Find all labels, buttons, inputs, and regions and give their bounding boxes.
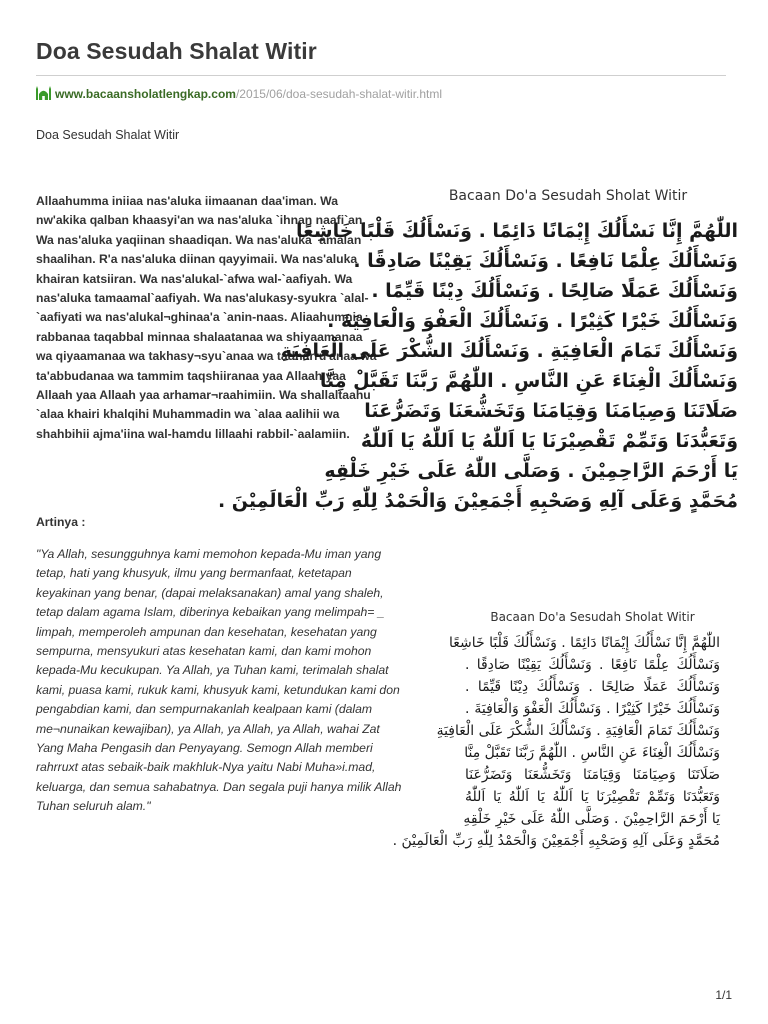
arabic-line: وَنَسْأَلُكَ الْغِنَاءَ عَنِ النَّاسِ . اللّٰهُمَّ رَبَّنَا تَقَبَّلْ مِنَّا [464,745,720,761]
arabic-line: صَلَاتَنَا وَصِيَامَنَا وَقِيَامَنَا وَتَخَشُّعَنَا وَتَضَرُّعَنَا [364,400,738,422]
arabic-line: وَنَسْأَلُكَ الْغِنَاءَ عَنِ النَّاسِ . اللّٰهُمَّ رَبَّنَا تَقَبَّلْ مِنَّا [319,370,738,392]
page-number: 1/1 [715,988,732,1002]
arabic-line: يَا أَرْحَمَ الرَّاحِمِيْنَ . وَصَلَّى اللّٰهُ عَلَى خَيْرِ خَلْقِهِ [463,811,720,827]
arabic-line: يَا أَرْحَمَ الرَّاحِمِيْنَ . وَصَلَّى اللّٰهُ عَلَى خَيْرِ خَلْقِهِ [324,460,738,482]
source-domain[interactable]: www.bacaansholatlengkap.com [55,87,236,101]
source-link[interactable] [36,86,442,101]
title-divider [36,75,726,76]
arabic-line: اللّٰهُمَّ إِنَّا نَسْأَلُكَ إِيْمَانًا دَائِمًا . وَنَسْأَلُكَ قَلْبًا خَاشِعًا [448,635,720,651]
mosque-icon [36,86,51,100]
figure-caption: Bacaan Do'a Sesudah Sholat Witir [490,610,695,624]
arabic-line: وَنَسْأَلُكَ خَيْرًا كَثِيْرًا . وَنَسْأَلُكَ الْعَفْوَ وَالْعَافِيَةَ . [465,701,720,717]
arabic-line: وَنَسْأَلُكَ تَمَامَ الْعَافِيَةِ . وَنَسْأَلُكَ الشُّكْرَ عَلَى الْعَافِيَةِ [436,723,720,739]
arabic-line: صَلَاتَنَا وَصِيَامَنَا وَقِيَامَنَا وَتَخَشُّعَنَا وَتَضَرُّعَنَا [465,767,720,783]
prayer-image-small [392,610,720,852]
arabic-line: مُحَمَّدٍ وَعَلَى آلِهِ وَصَحْبِهِ أَجْمَعِيْنَ وَالْحَمْدُ لِلّٰهِ رَبِّ الْعَالَمِيْنَ . [392,833,720,849]
arabic-line: وَتَعَبُّدَنَا وَتَمِّمْ تَقْصِيْرَنَا يَا اَللّٰهُ يَا اَللّٰهُ يَا اَللّٰهُ [465,789,720,805]
figure-caption: Bacaan Do'a Sesudah Sholat Witir [448,188,688,204]
arabic-line: وَنَسْأَلُكَ عِلْمًا نَافِعًا . وَنَسْأَلُكَ يَقِيْنًا صَادِقًا . [465,657,720,673]
transliteration-text: Allaahumma iniiaa nas'aluka iimaanan daa'iman. Wa nw'akika qalban khaasyi'an wa nas'aluka `ihnan naafi`an. Wa nas'aluka yaqiinan shaadiqan. Wa nas'aluka `amalan shaalihan. R'a nas'aluka diinan qayyimaii. Wa nas'aluka khairan katsiiran. Wa nas'alukal-`afwa wal-`aafiyah. Wa nas'aluka tamaamal`aafiyah. Wa nas'alukasy-syukra `alal-`aafiyati wa nas'alukal¬ghinaa'a `anin-naas. Aliaahumnia rabbanaa taqabbal minnaa shalaatanaa wa shiyaamanaa wa qiyaamanaa wa takhasy¬syu`anaa wa tadharru'anaa wa ta'abbudanaa wa tammim taqshiiranaa yaa Allaah yaa Allaah yaa Allaah yaa arhamar¬raahimiin. Wa shallaltaahu `alaa khairi khalqihi Muhammadin wa `alaa aalihii wa shahbihii ajma'iina wal-hamdu lillaahi rabbil-`aalamiin. [36,194,377,441]
arabic-line: مُحَمَّدٍ وَعَلَى آلِهِ وَصَحْبِهِ أَجْمَعِيْنَ وَالْحَمْدُ لِلّٰهِ رَبِّ الْعَالَمِيْنَ . [217,490,738,512]
page-title: Doa Sesudah Shalat Witir [36,38,317,64]
arabic-line: وَنَسْأَلُكَ عَمَلًا صَالِحًا . وَنَسْأَلُكَ دِيْنًا قَيِّمًا . [371,280,738,302]
arabic-line: وَنَسْأَلُكَ عَمَلًا صَالِحًا . وَنَسْأَلُكَ دِيْنًا قَيِّمًا . [465,679,720,695]
subheading: Doa Sesudah Shalat Witir [36,128,180,142]
arabic-line: وَنَسْأَلُكَ عِلْمًا نَافِعًا . وَنَسْأَلُكَ يَقِيْنًا صَادِقًا . [353,250,738,272]
meaning-text: "Ya Allah, sesungguhnya kami memohon kepada-Mu iman yang tetap, hati yang khusyuk, ilmu yang bermanfaat, ketetapan keyakinan yang benar, (dapai melaksanakan) amal yang shaleh, tetap dalam agama Islam, diberinya kebaikan yang melimpah= _ limpah, memperoleh ampunan dan kesehatan, kesehatan yang sempurna, mensyukuri atas kesehatan kami, dan kami mohon kepada-Mu kecukupan. Ya Allah, ya Tuhan kami, terimalah shalat kami, puasa kami, rukuk kami, khusyuk kami, ketundukan kami don pengabdian kami, dan sempurnakanlah kealpaan kami (dalam me¬nunaikan kewajiban), ya Allah, ya Allah, ya Allah, wahai Zat Yang Maha Pengasih dan Penyayang. Semogn Allah memberi rahrruxt atas sebaik-baik makhluk-Nya yaitu Nabi Muha»i.mad, keluarga, dan semua sahabatnya. Dan segala puji hanya milik Allah Tuhan seluruh alam." [36,547,402,814]
source-path[interactable]: /2015/06/doa-sesudah-shalat-witir.html [235,87,443,101]
arabic-line: وَنَسْأَلُكَ خَيْرًا كَثِيْرًا . وَنَسْأَلُكَ الْعَفْوَ وَالْعَافِيَةَ . [327,310,738,332]
arabic-line: اللّٰهُمَّ إِنَّا نَسْأَلُكَ إِيْمَانًا دَائِمًا . وَنَسْأَلُكَ قَلْبًا خَاشِعًا [296,220,738,242]
arabic-line: وَتَعَبُّدَنَا وَتَمِّمْ تَقْصِيْرَنَا يَا اَللّٰهُ يَا اَللّٰهُ يَا اَللّٰهُ [360,430,738,452]
meaning-label: Artinya : [36,515,86,529]
prayer-image-large [217,188,738,516]
arabic-line: وَنَسْأَلُكَ تَمَامَ الْعَافِيَةِ . وَنَسْأَلُكَ الشُّكْرَ عَلَى الْعَافِيَةِ [280,340,738,362]
